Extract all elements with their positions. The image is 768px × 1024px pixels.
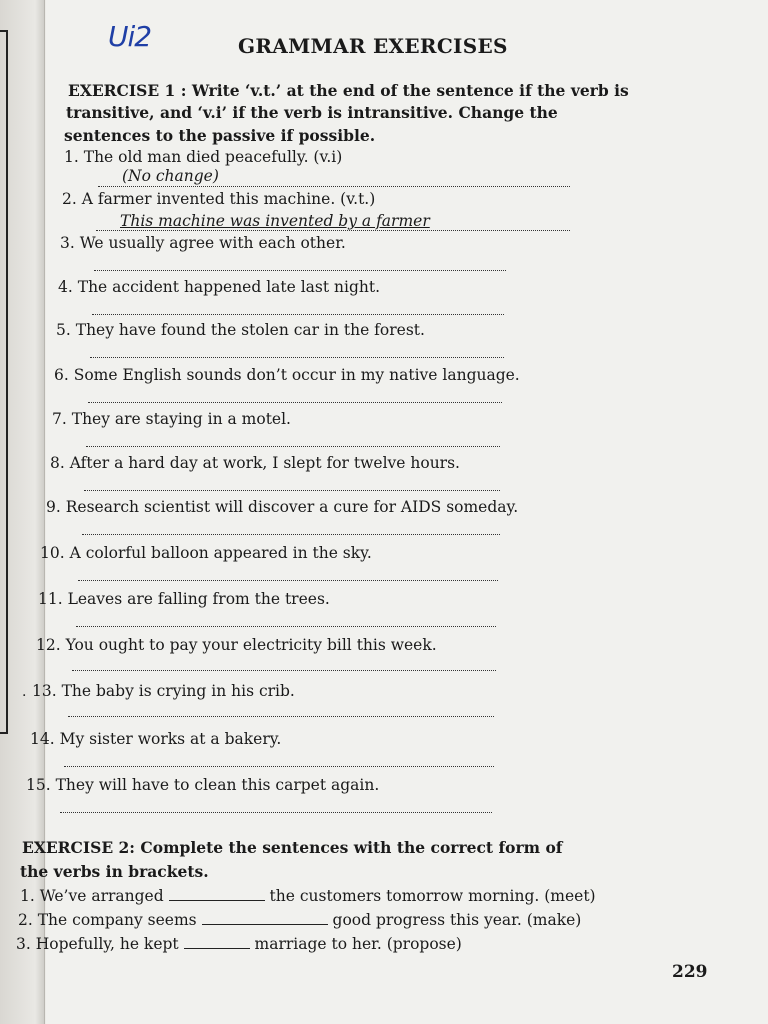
- item-number: 10.: [40, 544, 65, 562]
- item-text-after: marriage to her. (propose): [254, 935, 462, 953]
- item-sentence: We usually agree with each other.: [79, 234, 346, 252]
- exercise1-item-10: [40, 544, 372, 562]
- item-text-after: good progress this year. (make): [332, 911, 582, 929]
- item-number: 6.: [54, 366, 69, 384]
- item-sentence: A colorful balloon appeared in the sky.: [69, 544, 372, 562]
- item-number: 12.: [36, 636, 61, 654]
- exercise1-item-7: [52, 410, 291, 428]
- item-number: 4.: [58, 278, 73, 296]
- exercise1-instruction-line-3: sentences to the passive if possible.: [64, 126, 376, 145]
- item-sentence: The old man died peacefully. (v.i): [83, 148, 343, 166]
- adjacent-page-border: [0, 30, 8, 734]
- fill-in-blank[interactable]: [169, 886, 265, 901]
- page-title: GRAMMAR EXERCISES: [238, 34, 508, 58]
- exercise1-item-8: [50, 454, 460, 472]
- item-sentence: The accident happened late last night.: [77, 278, 381, 296]
- exercise2-instruction-line-1: EXERCISE 2: Complete the sentences with the correct form of: [22, 838, 563, 857]
- item-number: 2.: [62, 190, 77, 208]
- handwritten-note: Ui2: [108, 20, 152, 53]
- item-sentence: Leaves are falling from the trees.: [67, 590, 330, 608]
- exercise1-item-14: [30, 730, 281, 748]
- exercise1-answer-2: This machine was invented by a farmer: [120, 212, 430, 230]
- answer-line-7: [86, 446, 500, 447]
- answer-line-1: [98, 186, 570, 187]
- item-number: 11.: [38, 590, 63, 608]
- exercise1-item-15: [26, 776, 379, 794]
- exercise1-item-6: [54, 366, 520, 384]
- item-sentence: They are staying in a motel.: [71, 410, 291, 428]
- item-number: 9.: [46, 498, 61, 516]
- exercise1-item-5: [56, 321, 425, 339]
- exercise1-item-12: [36, 636, 437, 654]
- item-sentence: After a hard day at work, I slept for twelve hours.: [69, 454, 460, 472]
- margin-mark: ·: [22, 688, 27, 704]
- item-number: 8.: [50, 454, 65, 472]
- item-number: 1.: [64, 148, 79, 166]
- exercise2-item-2: [18, 910, 581, 929]
- item-number: 7.: [52, 410, 67, 428]
- item-text-before: 1. We’ve arranged: [20, 887, 164, 905]
- item-number: 13.: [32, 682, 57, 700]
- fill-in-blank[interactable]: [202, 910, 328, 925]
- exercise1-item-11: [38, 590, 330, 608]
- item-sentence: You ought to pay your electricity bill this week.: [65, 636, 437, 654]
- item-sentence: A farmer invented this machine. (v.t.): [81, 190, 376, 208]
- answer-line-11: [76, 626, 496, 627]
- item-sentence: The baby is crying in his crib.: [61, 682, 295, 700]
- answer-line-4: [92, 314, 504, 315]
- exercise2-item-3: [16, 934, 462, 953]
- item-number: 14.: [30, 730, 55, 748]
- page-number: 229: [672, 962, 708, 982]
- answer-line-10: [78, 580, 498, 581]
- answer-line-6: [88, 402, 502, 403]
- item-text-before: 3. Hopefully, he kept: [16, 935, 179, 953]
- answer-line-8: [84, 490, 500, 491]
- item-sentence: Some English sounds don’t occur in my native language.: [73, 366, 520, 384]
- answer-line-9: [82, 534, 500, 535]
- exercise1-answer-1: (No change): [122, 167, 219, 185]
- item-sentence: My sister works at a bakery.: [59, 730, 282, 748]
- item-number: 15.: [26, 776, 51, 794]
- fill-in-blank[interactable]: [184, 934, 250, 949]
- item-text-before: 2. The company seems: [18, 911, 197, 929]
- exercise1-instruction-line-2: transitive, and ‘v.i’ if the verb is intransitive. Change the: [66, 103, 558, 122]
- exercise1-item-2: [62, 190, 375, 208]
- item-sentence: They have found the stolen car in the forest.: [75, 321, 425, 339]
- exercise1-item-9: [46, 498, 518, 516]
- item-sentence: Research scientist will discover a cure for AIDS someday.: [65, 498, 519, 516]
- item-text-after: the customers tomorrow morning. (meet): [269, 887, 596, 905]
- answer-line-13: [68, 716, 494, 717]
- item-number: 3.: [60, 234, 75, 252]
- exercise1-item-13: [32, 682, 295, 700]
- answer-line-14: [64, 766, 494, 767]
- exercise1-instruction-line-1: EXERCISE 1 : Write ‘v.t.’ at the end of the sentence if the verb is: [68, 81, 629, 100]
- exercise2-item-1: [20, 886, 596, 905]
- answer-line-3: [94, 270, 506, 271]
- answer-line-15: [60, 812, 492, 813]
- answer-line-2: [96, 230, 570, 231]
- exercise1-item-3: [60, 234, 346, 252]
- answer-line-12: [72, 670, 496, 671]
- answer-line-5: [90, 357, 504, 358]
- exercise1-item-1: [64, 148, 342, 166]
- exercise1-item-4: [58, 278, 380, 296]
- item-number: 5.: [56, 321, 71, 339]
- item-sentence: They will have to clean this carpet again.: [55, 776, 380, 794]
- exercise2-instruction-line-2: the verbs in brackets.: [20, 862, 209, 881]
